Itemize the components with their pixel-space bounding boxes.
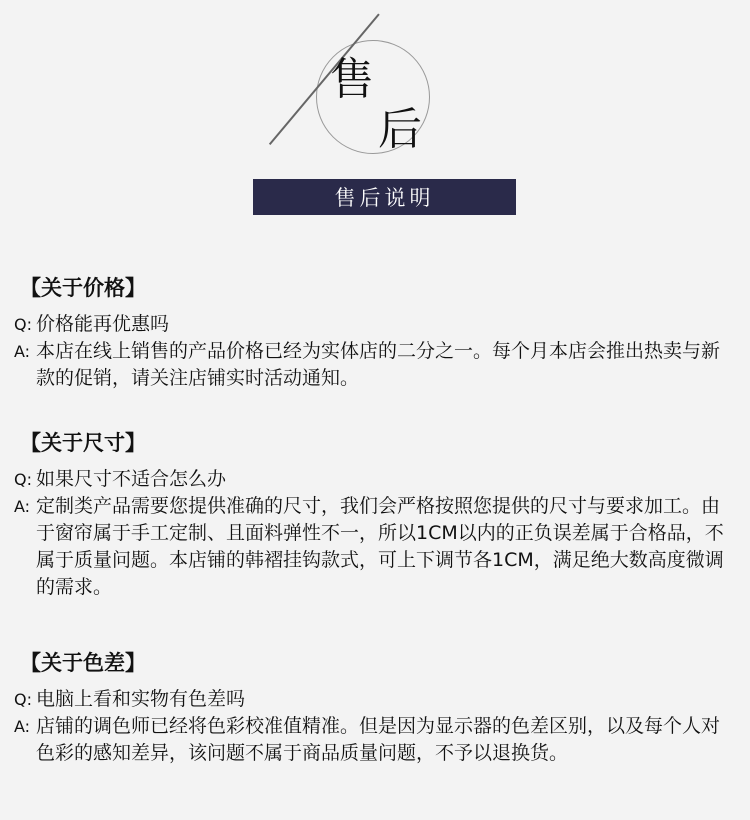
question-text: 价格能再优惠吗 [36, 313, 170, 335]
faq-section-size [14, 430, 734, 601]
section-heading: 【关于色差】 [20, 651, 146, 675]
faq-section-color [14, 650, 734, 767]
question-text: 电脑上看和实物有色差吗 [36, 688, 246, 710]
question-tag: Q: [14, 470, 32, 489]
logo-char-top: 售 [330, 54, 374, 105]
question-tag: Q: [14, 315, 32, 334]
section-heading: 【关于价格】 [20, 276, 146, 300]
logo-char-bottom: 后 [378, 104, 422, 155]
faq-question [14, 311, 734, 338]
question-tag: Q: [14, 690, 32, 709]
question-text: 如果尺寸不适合怎么办 [36, 468, 227, 490]
faq-answer [14, 493, 734, 601]
answer-tag: A: [14, 342, 31, 361]
faq-answer [14, 338, 734, 392]
faq-answer [14, 713, 734, 767]
title-banner [253, 179, 516, 215]
answer-tag: A: [14, 717, 31, 736]
faq-question [14, 466, 734, 493]
after-sales-logo [300, 18, 460, 168]
answer-text: 本店在线上销售的产品价格已经为实体店的二分之一。每个月本店会推出热卖与新款的促销，请关注店铺实时活动通知。 [36, 340, 721, 389]
faq-section-price [14, 275, 734, 392]
answer-text: 定制类产品需要您提供准确的尺寸，我们会严格按照您提供的尺寸与要求加工。由于窗帘属于手工定制、且面料弹性不一，所以1CM以内的正负误差属于合格品，不属于质量问题。本店铺的韩褶挂钩款式，可上下调节各1CM，满足绝大数高度微调的需求。 [36, 495, 724, 598]
answer-text: 店铺的调色师已经将色彩校准值精准。但是因为显示器的色差区别，以及每个人对色彩的感知差异，该问题不属于商品质量问题，不予以退换货。 [36, 715, 721, 764]
section-heading: 【关于尺寸】 [20, 431, 146, 455]
faq-question [14, 686, 734, 713]
banner-label: 售后说明 [334, 186, 435, 210]
answer-tag: A: [14, 497, 31, 516]
